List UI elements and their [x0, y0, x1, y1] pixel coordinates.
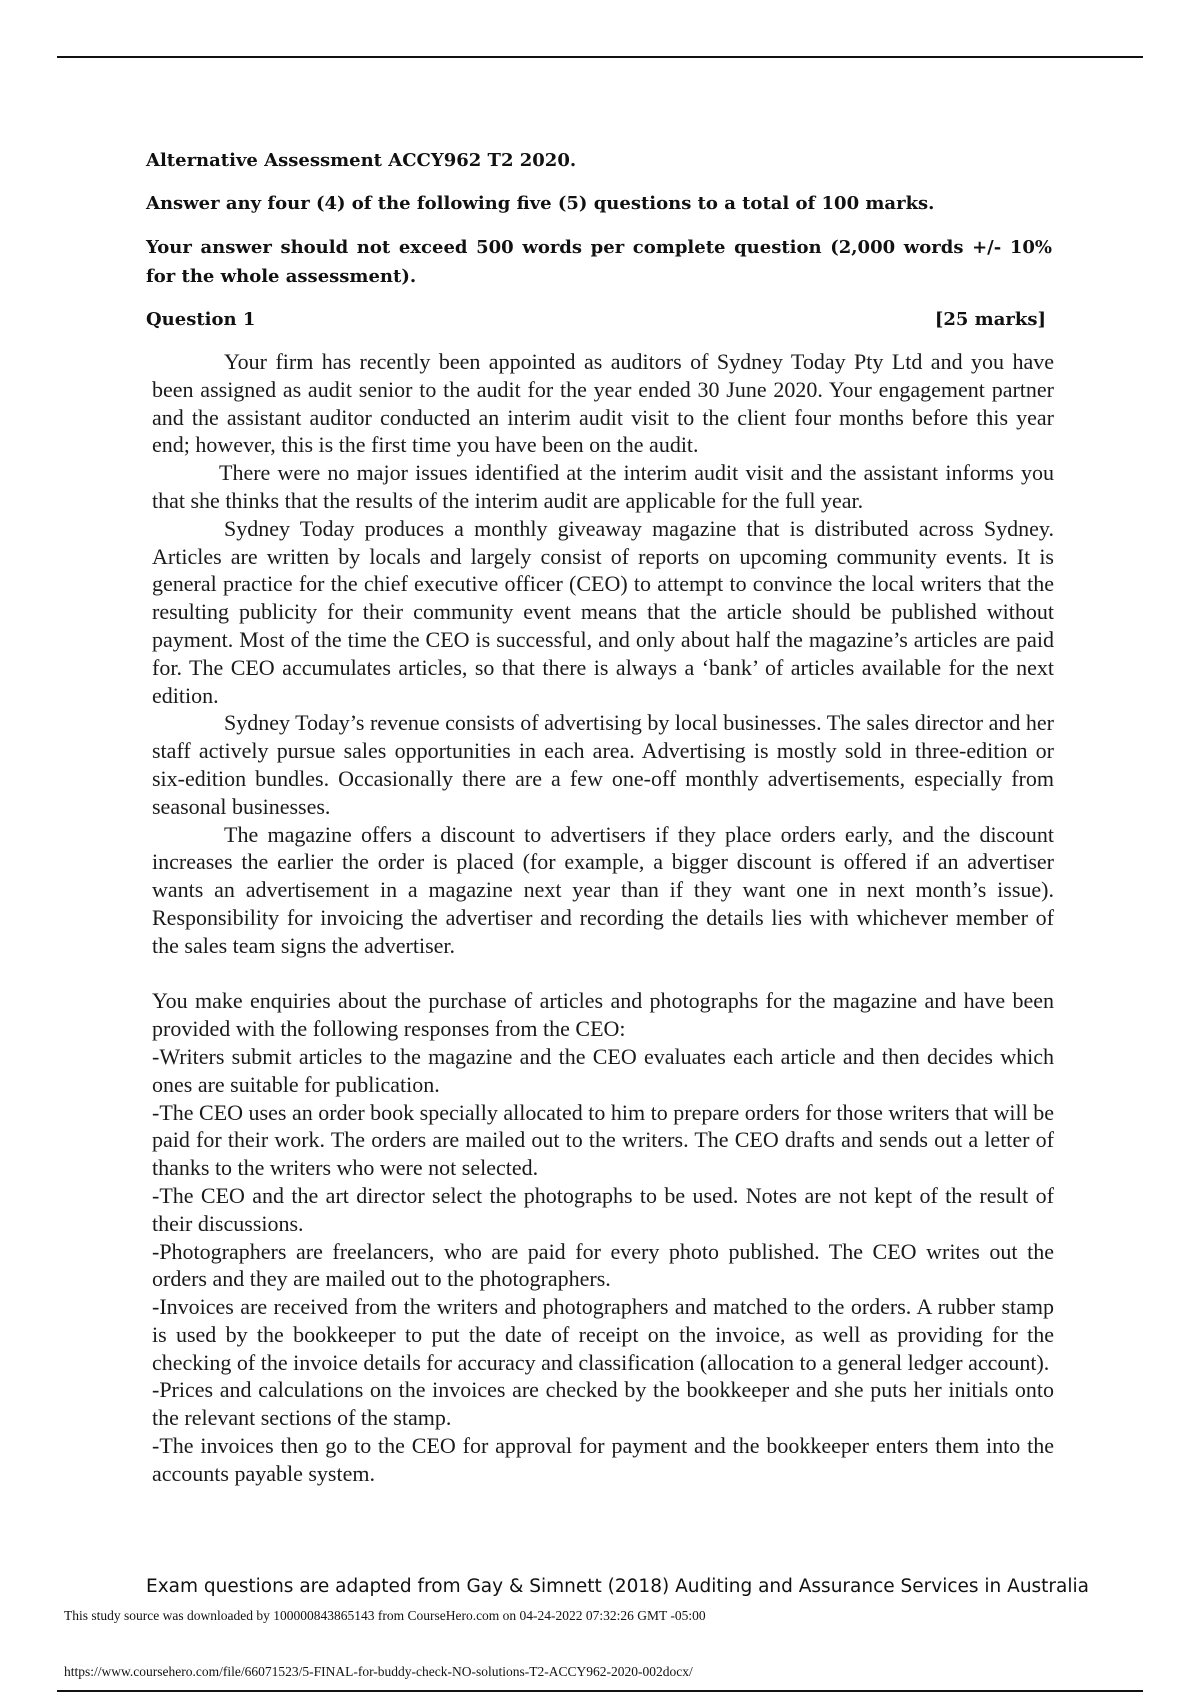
source-url[interactable]: https://www.coursehero.com/file/66071523/5-FINAL-for-buddy-check-NO-solutions-T2-ACCY962-2020-002docx/	[64, 1664, 693, 1679]
top-rule	[57, 56, 1143, 58]
response-item: -Photographers are freelancers, who are paid for every photo published. The CEO writes out the orders and they are mailed out to the photographers.	[152, 1238, 1054, 1292]
response-item: -Prices and calculations on the invoices are checked by the bookkeeper and she puts her initials onto the relevant sections of the stamp.	[152, 1377, 1054, 1431]
paragraph: You make enquiries about the purchase of articles and photographs for the magazine and have been provided with the following responses from the CEO:	[152, 988, 1054, 1042]
response-item: -Writers submit articles to the magazine and the CEO evaluates each article and then decides which ones are suitable for publication.	[152, 1043, 1054, 1097]
response-item: -The CEO uses an order book specially allocated to him to prepare orders for those writers that will be paid for their work. The orders are mailed out to the writers. The CEO drafts and sends out a letter of thanks to the writers who were not selected.	[152, 1099, 1054, 1181]
question-body	[152, 348, 1054, 1488]
paragraph: Sydney Today’s revenue consists of advertising by local businesses. The sales director and her staff actively pursue sales opportunities in each area. Advertising is mostly sold in three-edition or six-edition bundles. Occasionally there are a few one-off monthly advertisements, especially from seasonal businesses.	[152, 710, 1054, 819]
question-header	[146, 305, 1046, 334]
response-item: -The invoices then go to the CEO for approval for payment and the bookkeeper enters them into the accounts payable system.	[152, 1433, 1054, 1486]
source-attribution: Exam questions are adapted from Gay & Simnett (2018) Auditing and Assurance Services in Australia	[146, 1576, 1089, 1597]
assessment-instruction: Answer any four (4) of the following five (5) questions to a total of 100 marks.	[146, 193, 935, 214]
paragraph: The magazine offers a discount to advertisers if they place orders early, and the discount increases the earlier the order is placed (for example, a bigger discount is offered if an advertiser wants an advertisement in a magazine next year than if they want one in next month’s issue). Responsibility for invoicing the advertiser and recording the details lies with whichever member of the sales team signs the advertiser.	[152, 821, 1054, 958]
question-marks: [25 marks]	[934, 309, 1046, 330]
question-label: Question 1	[146, 309, 256, 330]
response-item: -Invoices are received from the writers and photographers and matched to the orders. A rubber stamp is used by the bookkeeper to put the date of receipt on the invoice, as well as providing for the checking of the invoice details for accuracy and classification (allocation to a general ledger account).	[152, 1294, 1054, 1375]
assessment-title: Alternative Assessment ACCY962 T2 2020.	[146, 150, 577, 171]
bottom-rule	[57, 1690, 1143, 1692]
download-watermark: This study source was downloaded by 100000843865143 from CourseHero.com on 04-24-2022 07:32:26 GMT -05:00	[64, 1608, 706, 1623]
paragraph: There were no major issues identified at the interim audit visit and the assistant informs you that she thinks that the results of the interim audit are applicable for the full year.	[152, 460, 1054, 513]
paragraph: Sydney Today produces a monthly giveaway magazine that is distributed across Sydney. Articles are written by locals and largely consist of reports on upcoming community events. It is general practice for the chief executive officer (CEO) to attempt to convince the local writers that the resulting publicity for their community event means that the article should be published without payment. Most of the time the CEO is successful, and only about half the magazine’s articles are paid for. The CEO accumulates articles, so that there is always a ‘bank’ of articles available for the next edition.	[152, 515, 1054, 708]
response-item: -The CEO and the art director select the photographs to be used. Notes are not kept of the result of their discussions.	[152, 1182, 1054, 1236]
word-limit-note: Your answer should not exceed 500 words per complete question (2,000 words +/- 10% for the whole assessment).	[146, 237, 1052, 287]
paragraph: Your firm has recently been appointed as auditors of Sydney Today Pty Ltd and you have been assigned as audit senior to the audit for the year ended 30 June 2020. Your engagement partner and the assistant auditor conducted an interim audit visit to the client four months before this year end; however, this is the first time you have been on the audit.	[152, 349, 1054, 458]
